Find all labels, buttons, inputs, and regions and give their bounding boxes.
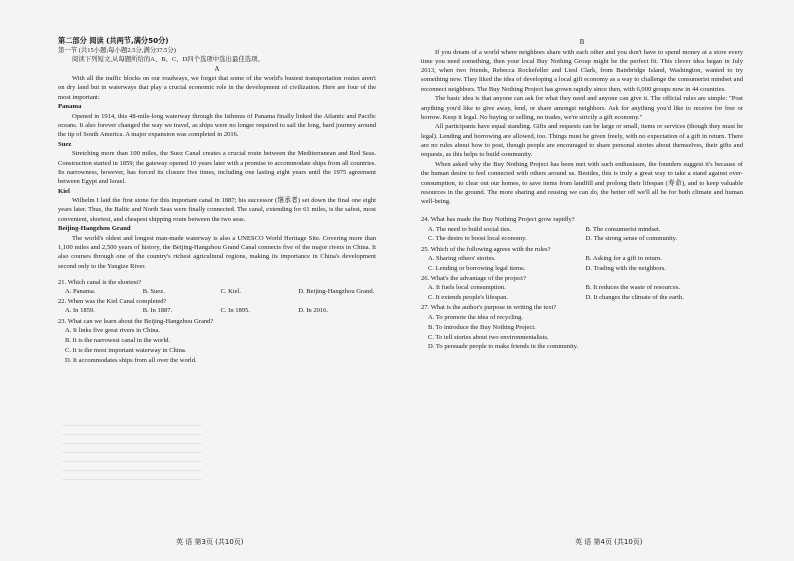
question-item <box>421 245 743 274</box>
answer-option: D. In 2016. <box>298 307 329 315</box>
answer-option: D. Trading with the neighbors. <box>585 264 666 272</box>
question-list <box>58 278 376 366</box>
page-footer: 英 语 第4页 (共10页) <box>575 538 643 546</box>
option-row <box>421 225 743 235</box>
section-title: 第一节 (共15小题;每小题2.5分,满分37.5分) <box>58 47 176 54</box>
option-row <box>421 234 743 244</box>
bleed-through-texture <box>62 420 202 480</box>
answer-option: A. The need to build social ties. <box>428 225 512 233</box>
passage-paragraph: When asked why the Buy Nothing Project has been met with such enthusiasm, the founders suggest it's because of the human desire to feel connected with others around us. Besides, this is truly a great way to take a stand against over-consumption, to clear out our homes, to save items from landfill and prolong their lifespan (寿命), and to keep valuable resources in the ground. The more sharing and reusing we can do, the better off we'll all be for both climate and human well-being. <box>421 160 743 206</box>
question-item <box>421 215 743 244</box>
question-stem: 21. Which canal is the shortest? <box>58 278 142 286</box>
passage-label-b: B <box>579 39 585 46</box>
answer-option: B. In 1887. <box>142 307 173 315</box>
answer-option: C. Lending or borrowing legal items. <box>428 264 526 272</box>
section-heading: Suez <box>58 140 72 148</box>
section-paragraph: The world's oldest and longest man-made waterway is also a UNESCO World Heritage Site. Covering more than 1,100 miles and 2,500 years of history, the Beijing-Hangzhou Grand Canal connects five of the major rivers in China. It also courses through one of the country's richest agricultural regions, making its importance in China's development second only to the Yangtze River. <box>58 234 376 270</box>
passage-paragraphs <box>421 48 743 207</box>
option-row <box>421 254 743 264</box>
passage-label-a: A <box>214 65 220 73</box>
answer-option: C. Kiel. <box>220 288 242 296</box>
page-footer: 英 语 第3页 (共10页) <box>176 538 244 546</box>
answer-option: A. Sharing others' stories. <box>428 254 496 262</box>
answer-option: A. Panama. <box>65 288 96 296</box>
section-paragraph: Stretching more than 100 miles, the Suez Canal creates a crucial route between the Mediterranean and Red Seas. Construction started in 1859; the gateway opened 10 years later with a promise to accommodate ships from all countries. Its narrowness, however, has forced its closure five times, including one lasting eight years until the 1975 agreement between Egypt and Israel. <box>58 150 376 186</box>
option-row <box>421 293 743 303</box>
section-heading: Kiel <box>58 187 70 195</box>
section-heading: Beijing-Hangzhou Grand <box>58 225 131 233</box>
option-row <box>421 264 743 274</box>
option-row <box>58 287 376 297</box>
answer-option: A. To promote the idea of recycling. <box>428 313 524 321</box>
section-paragraph: Wilhelm I laid the first stone for this important canal in 1887; his successor (继承者) set down the final one eight years later. Thus, the Baltic and North Seas were finally connected. The canal, extending for 61 miles, is the safest, most convenient, shortest, and cheapest shipping route between the two seas. <box>58 197 376 223</box>
answer-option: A. It links five great rivers in China. <box>65 326 161 334</box>
option-row <box>58 306 376 316</box>
question-stem: 23. What can we learn about the Beijing-Hangzhou Grand? <box>58 317 214 325</box>
answer-option: B. It is the narrowest canal in the world. <box>65 336 171 344</box>
answer-option: B. The consumerist mindset. <box>585 225 661 233</box>
question-item <box>421 274 743 303</box>
section-paragraph: Opened in 1914, this 48-mile-long waterway through the Isthmus of Panama finally linked the Atlantic and Pacific oceans. It also forever changed the way we travel, as ships were no longer required to sail the long, hard journey around the tip of South America. A major expansion was completed in 2016. <box>58 112 376 139</box>
question-item <box>58 297 376 316</box>
question-stem: 27. What is the author's purpose in writing the text? <box>421 304 557 312</box>
answer-option: D. The strong sense of community. <box>585 235 678 243</box>
answer-option: C. The desire to boost local economy. <box>428 235 527 243</box>
instructions: 阅读下列短文,从每题所给的A、B、C、D四个选项中选出最佳选项。 <box>72 56 264 64</box>
answer-option: C. It extends people's lifespan. <box>428 294 509 302</box>
passage-paragraph: If you dream of a world where neighbors share with each other and you don't have to spend money at a store every time you need something, then your local Buy Nothing Group might be the perfect fit. This clever idea began in July 2013, when two friends, Rebecca Rockefeller and Liesl Clark, from Bainbridge Island, Washington, wanted to try something new. They liked the idea of developing a local gift economy as a way to challenge the consumerist mindset and reconnect neighbors. The Buy Nothing Project has grown rapidly since then, with 6,000 groups now in 44 countries. <box>421 48 743 93</box>
question-stem: 26. What's the advantage of the project? <box>421 275 526 283</box>
passage-paragraph: All participants have equal standing. Gifts and requests can be large or small, items or services (though they must be legal). Lending and borrowing are allowed, too. Things must be given freely, with no expectation of a gift in return. There are no rules about how to post, though people are encouraged to share personal stories about themselves, their gifts and requests, as this helps to build community. <box>421 123 743 159</box>
right-column <box>421 38 743 352</box>
passage-intro: With all the traffic blocks on our roadways, we forget that some of the world's busiest transportation routes aren't on dry land but in waterways that play a crucial economic role in the development of civilization. Here are four of the most important: <box>58 75 376 101</box>
question-stem: 24. What has made the Buy Nothing Project grow rapidly? <box>421 216 575 224</box>
passage-paragraph: The basic idea is that anyone can ask for what they need and anyone can give it. The official rules are simple: "Post anything you'd like to give away, lend, or share amongst neighbors. Ask for anything you'd like to receive for free or borrow. Keep it legal. No buying or selling, no trades, we're strictly a gift economy." <box>421 95 743 121</box>
question-list <box>421 215 743 352</box>
answer-option: D. Beijing-Hangzhou Grand. <box>298 288 375 296</box>
answer-option: D. It changes the climate of the earth. <box>585 294 684 302</box>
answer-option: C. It is the most important waterway in China. <box>65 346 187 354</box>
answer-option: B. Asking for a gift in return. <box>585 254 662 262</box>
answer-option: C. To tell stories about two environmentalists. <box>428 333 549 341</box>
section-heading: Panama <box>58 103 82 111</box>
exam-page-4 <box>397 0 794 561</box>
part-title: 第二部分 阅读 (共两节,满分50分) <box>58 36 169 45</box>
answer-option: B. Suez. <box>142 288 165 296</box>
question-stem: 22. When was the Kiel Canal completed? <box>58 298 167 306</box>
answer-option: D. It accommodates ships from all over the world. <box>65 356 197 364</box>
answer-option: D. To persuade people to make friends in the community. <box>428 343 579 351</box>
question-stem: 25. Which of the following agrees with the rules? <box>421 245 551 253</box>
answer-option: B. It reduces the waste of resources. <box>585 284 681 292</box>
question-item <box>421 303 743 352</box>
option-row <box>421 283 743 293</box>
passage-sections <box>58 102 376 271</box>
answer-option: C. In 1895. <box>220 307 250 315</box>
answer-option: B. To introduce the Buy Nothing Project. <box>428 323 536 331</box>
answer-option: A. It fuels local consumption. <box>428 284 506 292</box>
question-item <box>58 317 376 366</box>
left-column <box>58 36 376 365</box>
answer-option: A. In 1859. <box>65 307 95 315</box>
question-item <box>58 278 376 297</box>
